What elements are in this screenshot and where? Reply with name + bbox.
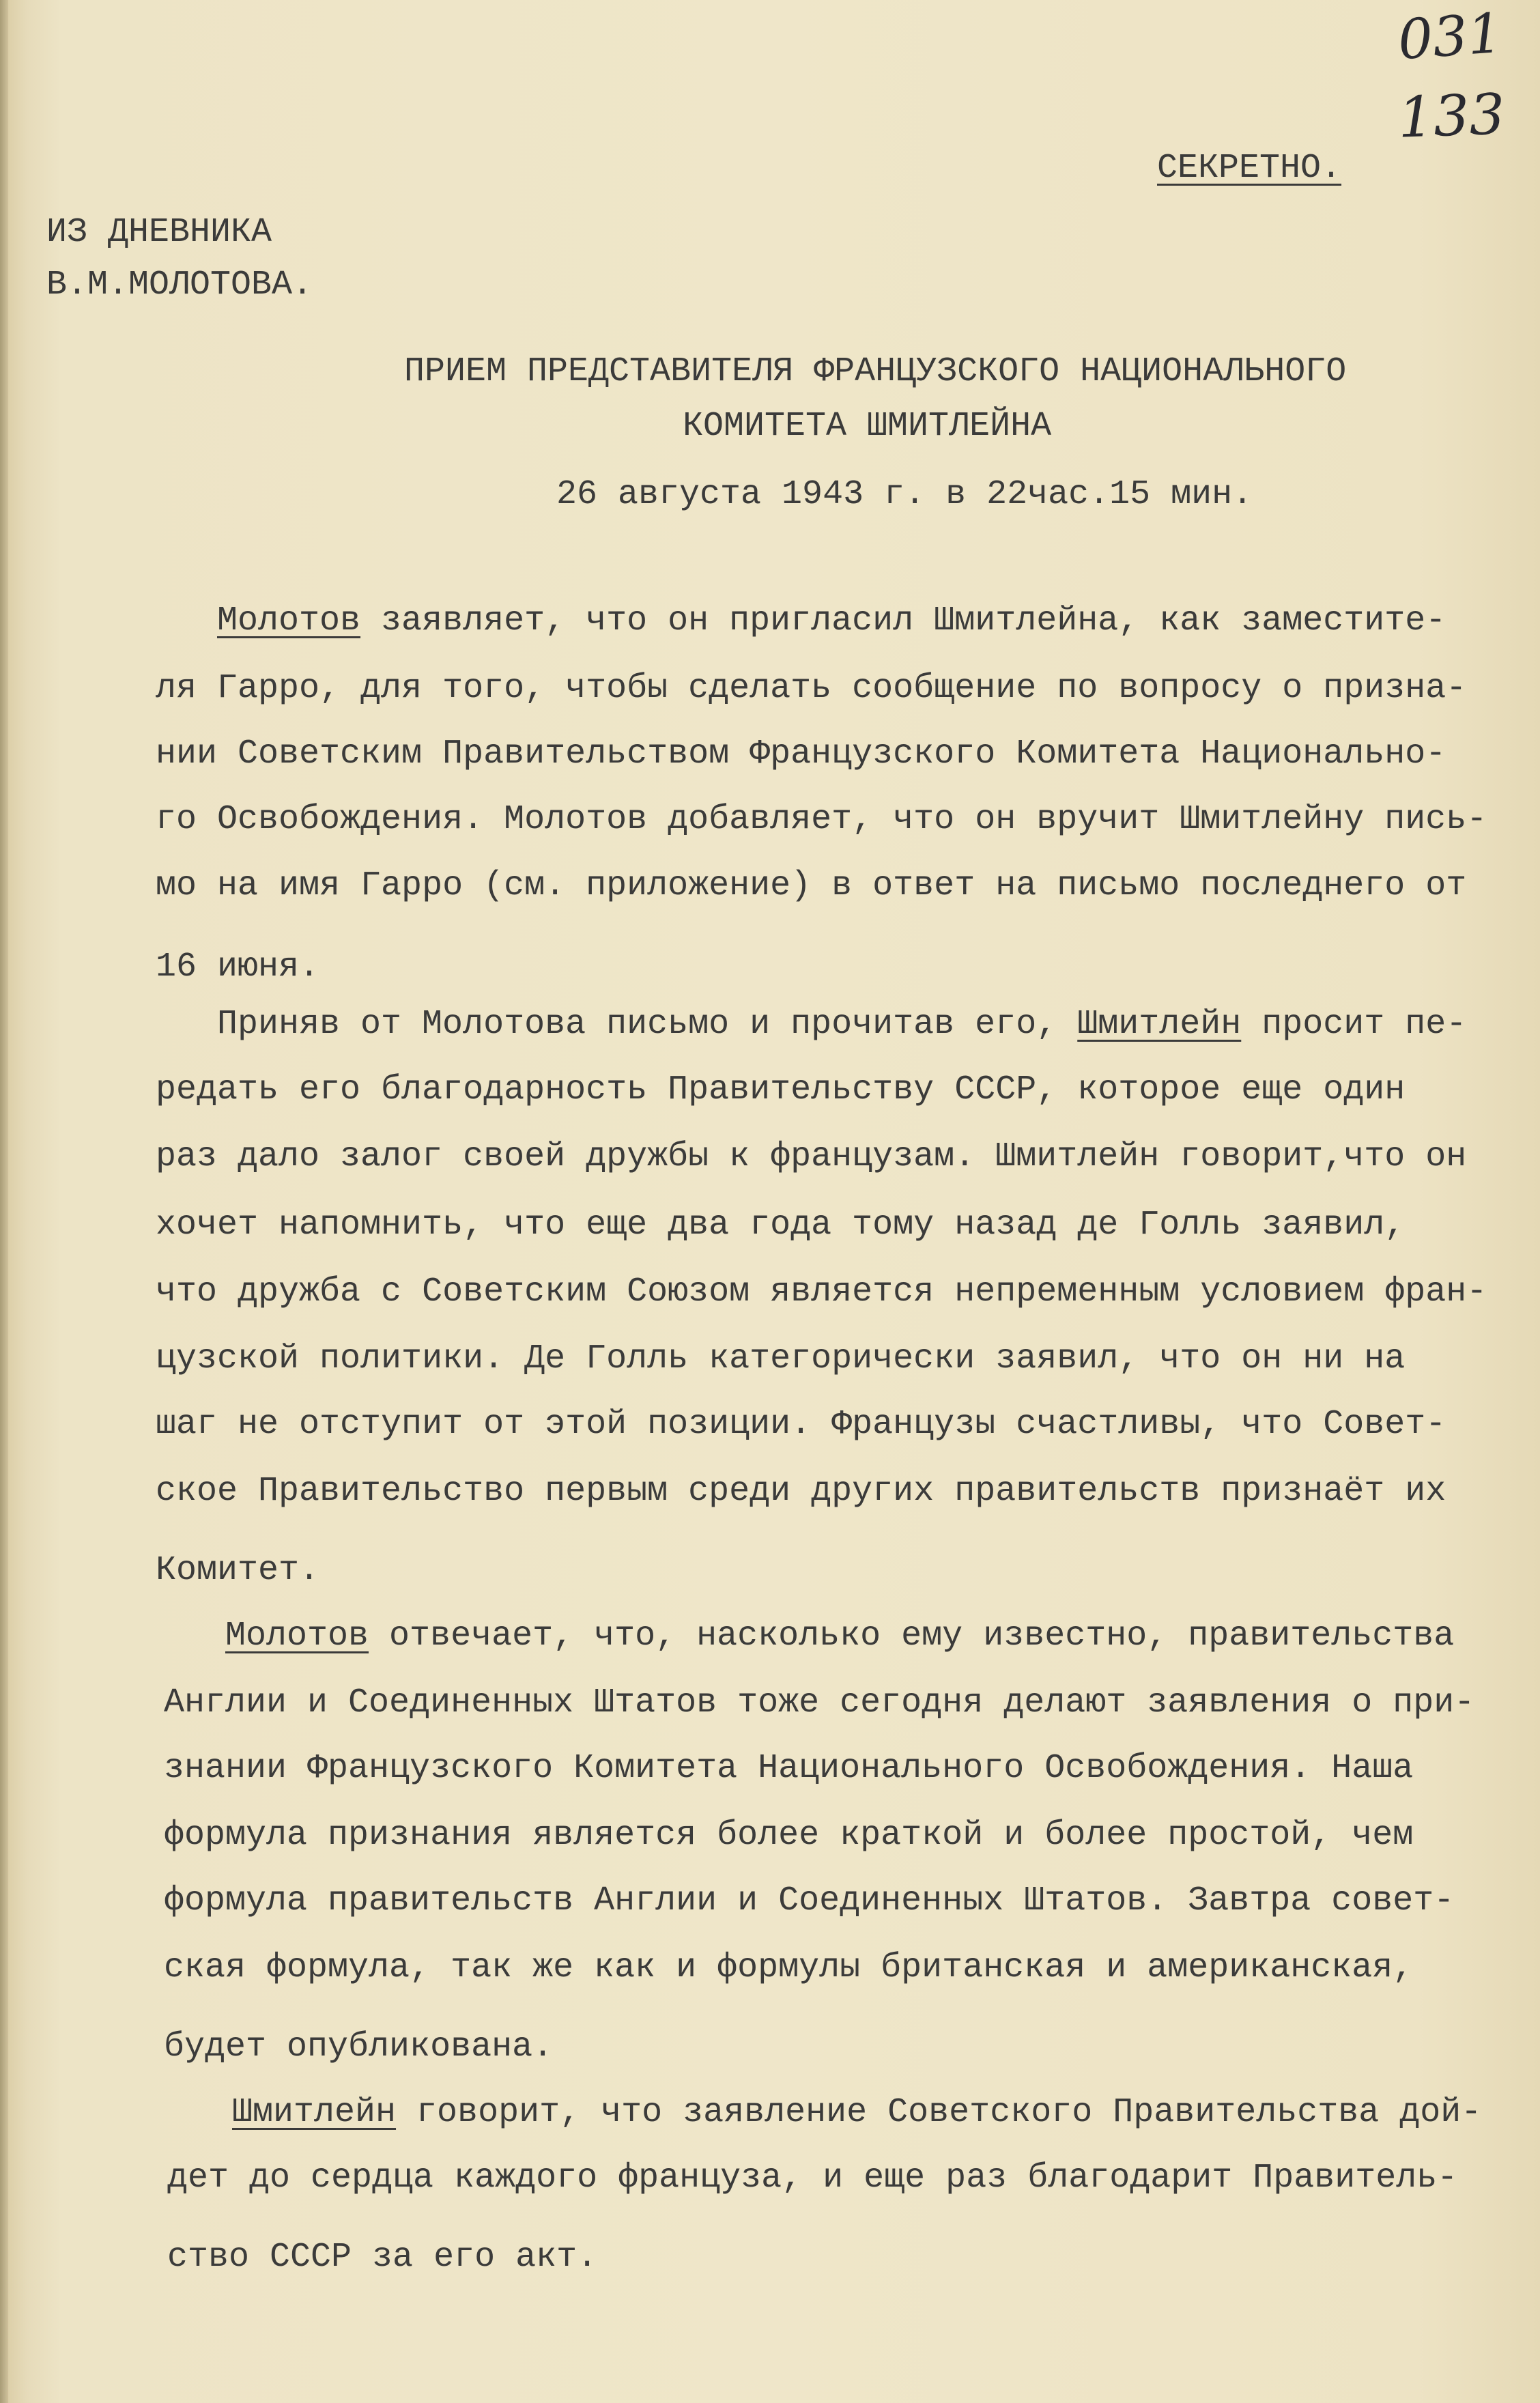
speaker-shmitlein-2: Шмитлейн [232,2093,397,2132]
paragraph-2-line-1: Приняв от Молотова письмо и прочитав его, Шмитлейн просит пе- [217,1005,1467,1044]
speaker-molotov: Молотов [217,601,361,640]
paragraph-3-line-6: ская формула, так же как и формулы британская и американская, [164,1948,1414,1987]
paragraph-2-line-9: Комитет. [156,1551,320,1590]
folio-number-second: 133 [1397,82,1507,151]
paragraph-2-line-5: что дружба с Советским Союзом является непременным условием фран- [156,1272,1487,1311]
paragraph-2-line-6: цузской политики. Де Голль категорически заявил, что он ни на [156,1339,1406,1378]
document-title-line-1: ПРИЕМ ПРЕДСТАВИТЕЛЯ ФРАНЦУЗСКОГО НАЦИОНАЛЬНОГО [404,352,1347,391]
paragraph-2-line-3: раз дало залог своей дружбы к французам. Шмитлейн говорит,что он [156,1137,1467,1176]
paragraph-1-line-3: нии Советским Правительством Французского Комитета Национально- [156,735,1446,773]
paragraph-4-line-2: дет до сердца каждого француза, и еще раз благодарит Правитель- [167,2159,1458,2198]
folio-number-top: 031 [1395,1,1505,72]
paragraph-3-line-1: Молотов отвечает, что, насколько ему известно, правительства [225,1617,1455,1655]
paragraph-2-line-8: ское Правительство первым среди других правительств признаёт их [156,1472,1446,1511]
paragraph-1-line-5: мо на имя Гарро (см. приложение) в ответ на письмо последнего от [156,866,1467,905]
paragraph-3-line-3: знании Французского Комитета Национального Освобождения. Наша [164,1749,1414,1788]
paragraph-4-line-3: ство СССР за его акт. [167,2238,598,2277]
paragraph-3-line-5: формула правительств Англии и Соединенных Штатов. Завтра совет- [164,1881,1455,1920]
document-title-line-2: КОМИТЕТА ШМИТЛЕЙНА [683,407,1052,446]
page-binding-edge [0,0,8,2403]
paragraph-2-line-7: шаг не отступит от этой позиции. Французы счастливы, что Совет- [156,1405,1446,1444]
paragraph-4-line-1: Шмитлейн говорит, что заявление Советского Правительства дой- [232,2093,1482,2132]
paragraph-1-line-1: Молотов заявляет, что он пригласил Шмитлейна, как заместите- [217,601,1446,640]
speaker-shmitlein: Шмитлейн [1077,1005,1242,1044]
paragraph-2-line-2: редать его благодарность Правительству СССР, которое еще один [156,1070,1406,1109]
meeting-date: 26 августа 1943 г. в 22час.15 мин. [556,475,1253,514]
source-line-2: В.М.МОЛОТОВА. [46,266,313,304]
source-line-1: ИЗ ДНЕВНИКА [46,213,272,252]
paragraph-1-line-2: ля Гарро, для того, чтобы сделать сообщение по вопросу о призна- [156,669,1467,708]
paragraph-3-line-7: будет опубликована. [164,2028,554,2066]
classification-text: СЕКРЕТНО. [1157,149,1342,188]
paragraph-3-line-4: формула признания является более краткой и более простой, чем [164,1816,1414,1855]
paragraph-1-line-6: 16 июня. [156,948,320,986]
speaker-molotov-2: Молотов [225,1617,369,1655]
paragraph-3-line-2: Англии и Соединенных Штатов тоже сегодня делают заявления о при- [164,1683,1475,1722]
paragraph-2-line-4: хочет напомнить, что еще два года тому назад де Голль заявил, [156,1206,1406,1245]
classification-stamp [1157,149,1342,188]
paragraph-1-line-4: го Освобождения. Молотов добавляет, что он вручит Шмитлейну пись- [156,800,1487,839]
